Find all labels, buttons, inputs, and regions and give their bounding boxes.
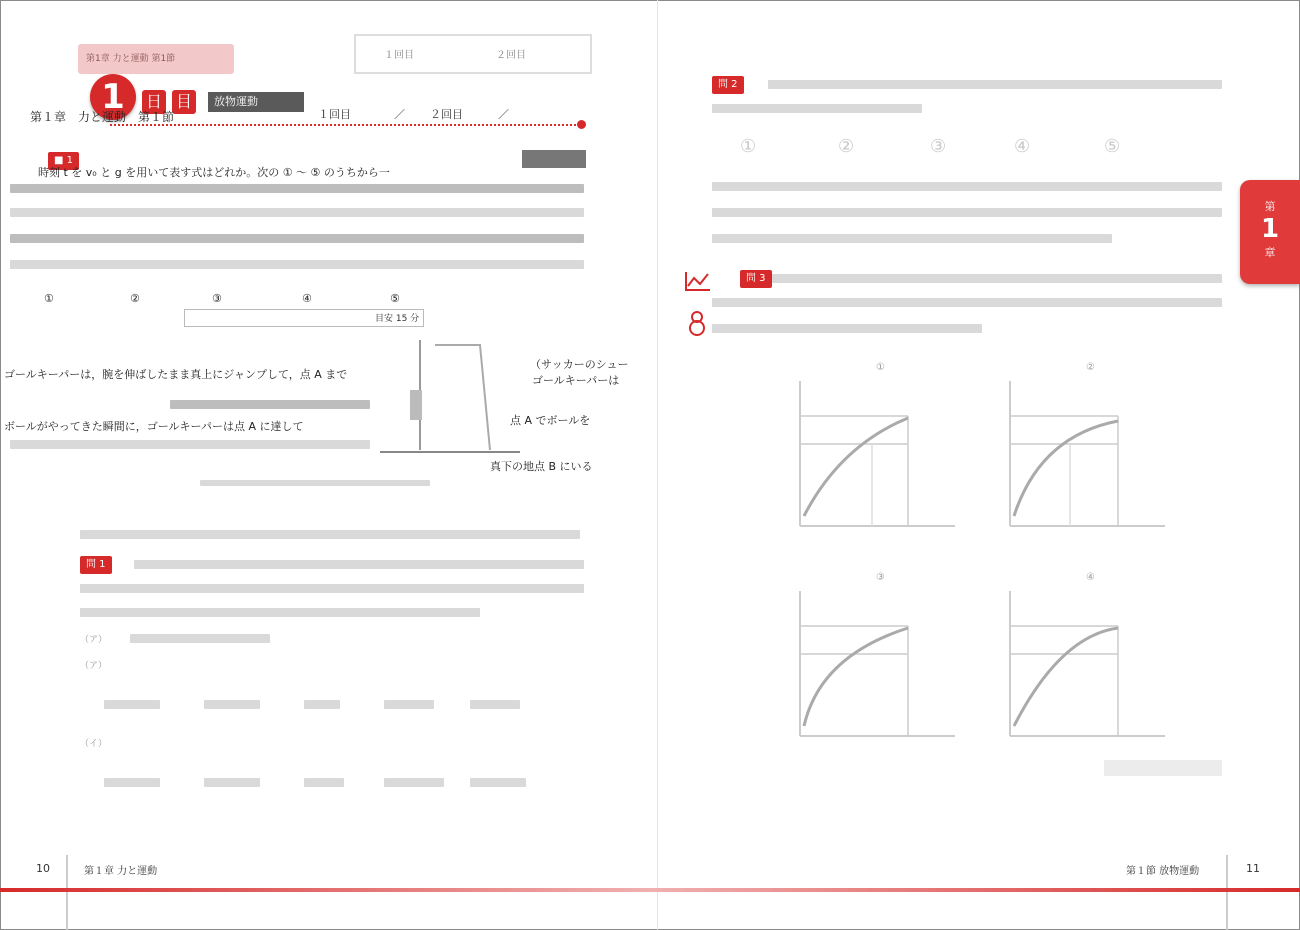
overlay-right-1: （サッカーのシュー: [530, 358, 629, 371]
text-line: [768, 80, 1222, 89]
run-label-2: ２回目: [430, 108, 463, 121]
text-line: [712, 182, 1222, 191]
text-line: [10, 184, 584, 193]
position-time-graph: [780, 576, 960, 746]
q2-option-1: ①: [740, 136, 759, 157]
right-footer-text: 第１節 放物運動: [1126, 866, 1200, 877]
text-line: [10, 234, 584, 243]
text-line: [10, 440, 370, 449]
overlay-right-2: ゴールキーパーは: [532, 374, 620, 387]
text-line: [10, 208, 584, 217]
q2-tag: 問 2: [712, 76, 744, 94]
position-time-graph: [780, 366, 960, 536]
text-line: [80, 584, 584, 593]
answer-choice: [304, 778, 344, 787]
q1-sub-b: （イ）: [80, 739, 108, 749]
choice-3: ③: [212, 292, 222, 305]
book-spine: [657, 0, 658, 930]
chapter-bar: 放物運動: [208, 92, 304, 112]
chapter-side-tab[interactable]: [1240, 180, 1300, 284]
q2-option-2: ②: [838, 136, 857, 157]
answer-choice: [204, 778, 260, 787]
right-page-number: 11: [1246, 862, 1260, 875]
text-line: [712, 104, 922, 113]
choice-5: ⑤: [390, 292, 400, 305]
graph-title: ③: [876, 572, 885, 583]
text-line: [80, 530, 580, 539]
answer-choice: [384, 700, 434, 709]
footer-separator: [66, 855, 68, 930]
run-slash-2: ／: [498, 108, 509, 121]
text-line: [712, 234, 1112, 243]
graph-title: ②: [1086, 362, 1095, 373]
left-footer-text: 第１章 力と運動: [84, 866, 158, 877]
graph-title: ①: [876, 362, 885, 373]
text-line: [712, 324, 982, 333]
graph-option-1: [780, 362, 960, 536]
q1-sub-a: （ア）: [80, 661, 108, 671]
q2-option-4: ④: [1014, 136, 1033, 157]
graph-option-4: [990, 572, 1170, 746]
text-line: [10, 260, 584, 269]
answer-choice: [470, 778, 526, 787]
position-time-graph: [990, 366, 1170, 536]
side-tab-bottom: 章: [1264, 246, 1276, 259]
graph-icon: [684, 270, 712, 292]
choice-1: ①: [44, 292, 54, 305]
q3-tag: 問 3: [740, 270, 772, 288]
q1-tag: 問 1: [80, 556, 112, 574]
position-time-graph: [990, 576, 1170, 746]
problem-tag-right: [522, 150, 586, 168]
problem-tag: ■ 1: [48, 152, 79, 170]
answer-reference-box: [1104, 760, 1222, 776]
text-line: [200, 480, 430, 486]
text-line: [130, 634, 270, 643]
overlay-line-1: ゴールキーパーは，腕を伸ばしたまま真上にジャンプして，点 A まで: [4, 368, 348, 381]
dotted-rule: [110, 124, 580, 126]
run-slash-1: ／: [394, 108, 405, 121]
q2-option-3: ③: [930, 136, 949, 157]
day-label-box: 目: [172, 90, 196, 114]
text-line: [170, 400, 370, 409]
question-intro: 時刻 t を v₀ と g を用いて表す式はどれか。次の ① 〜 ⑤ のうちから一: [38, 166, 390, 179]
overlay-line-2: ボールがやってきた瞬間に，ゴールキーパーは点 A に達して: [4, 420, 304, 433]
check-label-2: ２回目: [496, 50, 526, 61]
choice-4: ④: [302, 292, 312, 305]
text-line: [772, 274, 1222, 283]
answer-choice: [104, 700, 160, 709]
footer-separator: [1226, 855, 1228, 930]
dotted-rule-end: [577, 120, 586, 129]
graph-option-2: [990, 362, 1170, 536]
choice-2: ②: [130, 292, 140, 305]
side-tab-top: 第: [1264, 200, 1276, 213]
text-line: [80, 608, 480, 617]
person-icon: [686, 310, 708, 336]
answer-choice: [470, 700, 520, 709]
answer-choice: [304, 700, 340, 709]
overlay-right-3: 点 A でボールを: [510, 414, 591, 427]
chapter-banner: 第1章 力と運動 第1節: [78, 44, 234, 74]
answer-choice: [204, 700, 260, 709]
overlay-right-4: 真下の地点 B にいる: [490, 460, 593, 473]
q1-lead: （ア）: [80, 635, 108, 645]
day-number-badge: 1: [90, 74, 136, 120]
text-line: [712, 208, 1222, 217]
graph-title: ④: [1086, 572, 1095, 583]
check-label-1: １回目: [384, 50, 414, 61]
text-line: [712, 298, 1222, 307]
run-label-1: １回目: [318, 108, 351, 121]
time-guide-box: 目安 15 分: [184, 309, 424, 327]
day-label-box: 日: [142, 90, 166, 114]
section-title: 第１章 力と運動 第１節: [30, 110, 175, 124]
side-tab-number: 1: [1260, 214, 1280, 244]
footer-red-bar: [0, 888, 1300, 892]
q2-option-5: ⑤: [1104, 136, 1123, 157]
graph-option-3: [780, 572, 960, 746]
left-page-number: 10: [36, 862, 50, 875]
study-check-header: [354, 34, 592, 74]
answer-choice: [104, 778, 160, 787]
goalkeeper-diagram: [380, 330, 520, 460]
text-line: [134, 560, 584, 569]
answer-choice: [384, 778, 444, 787]
